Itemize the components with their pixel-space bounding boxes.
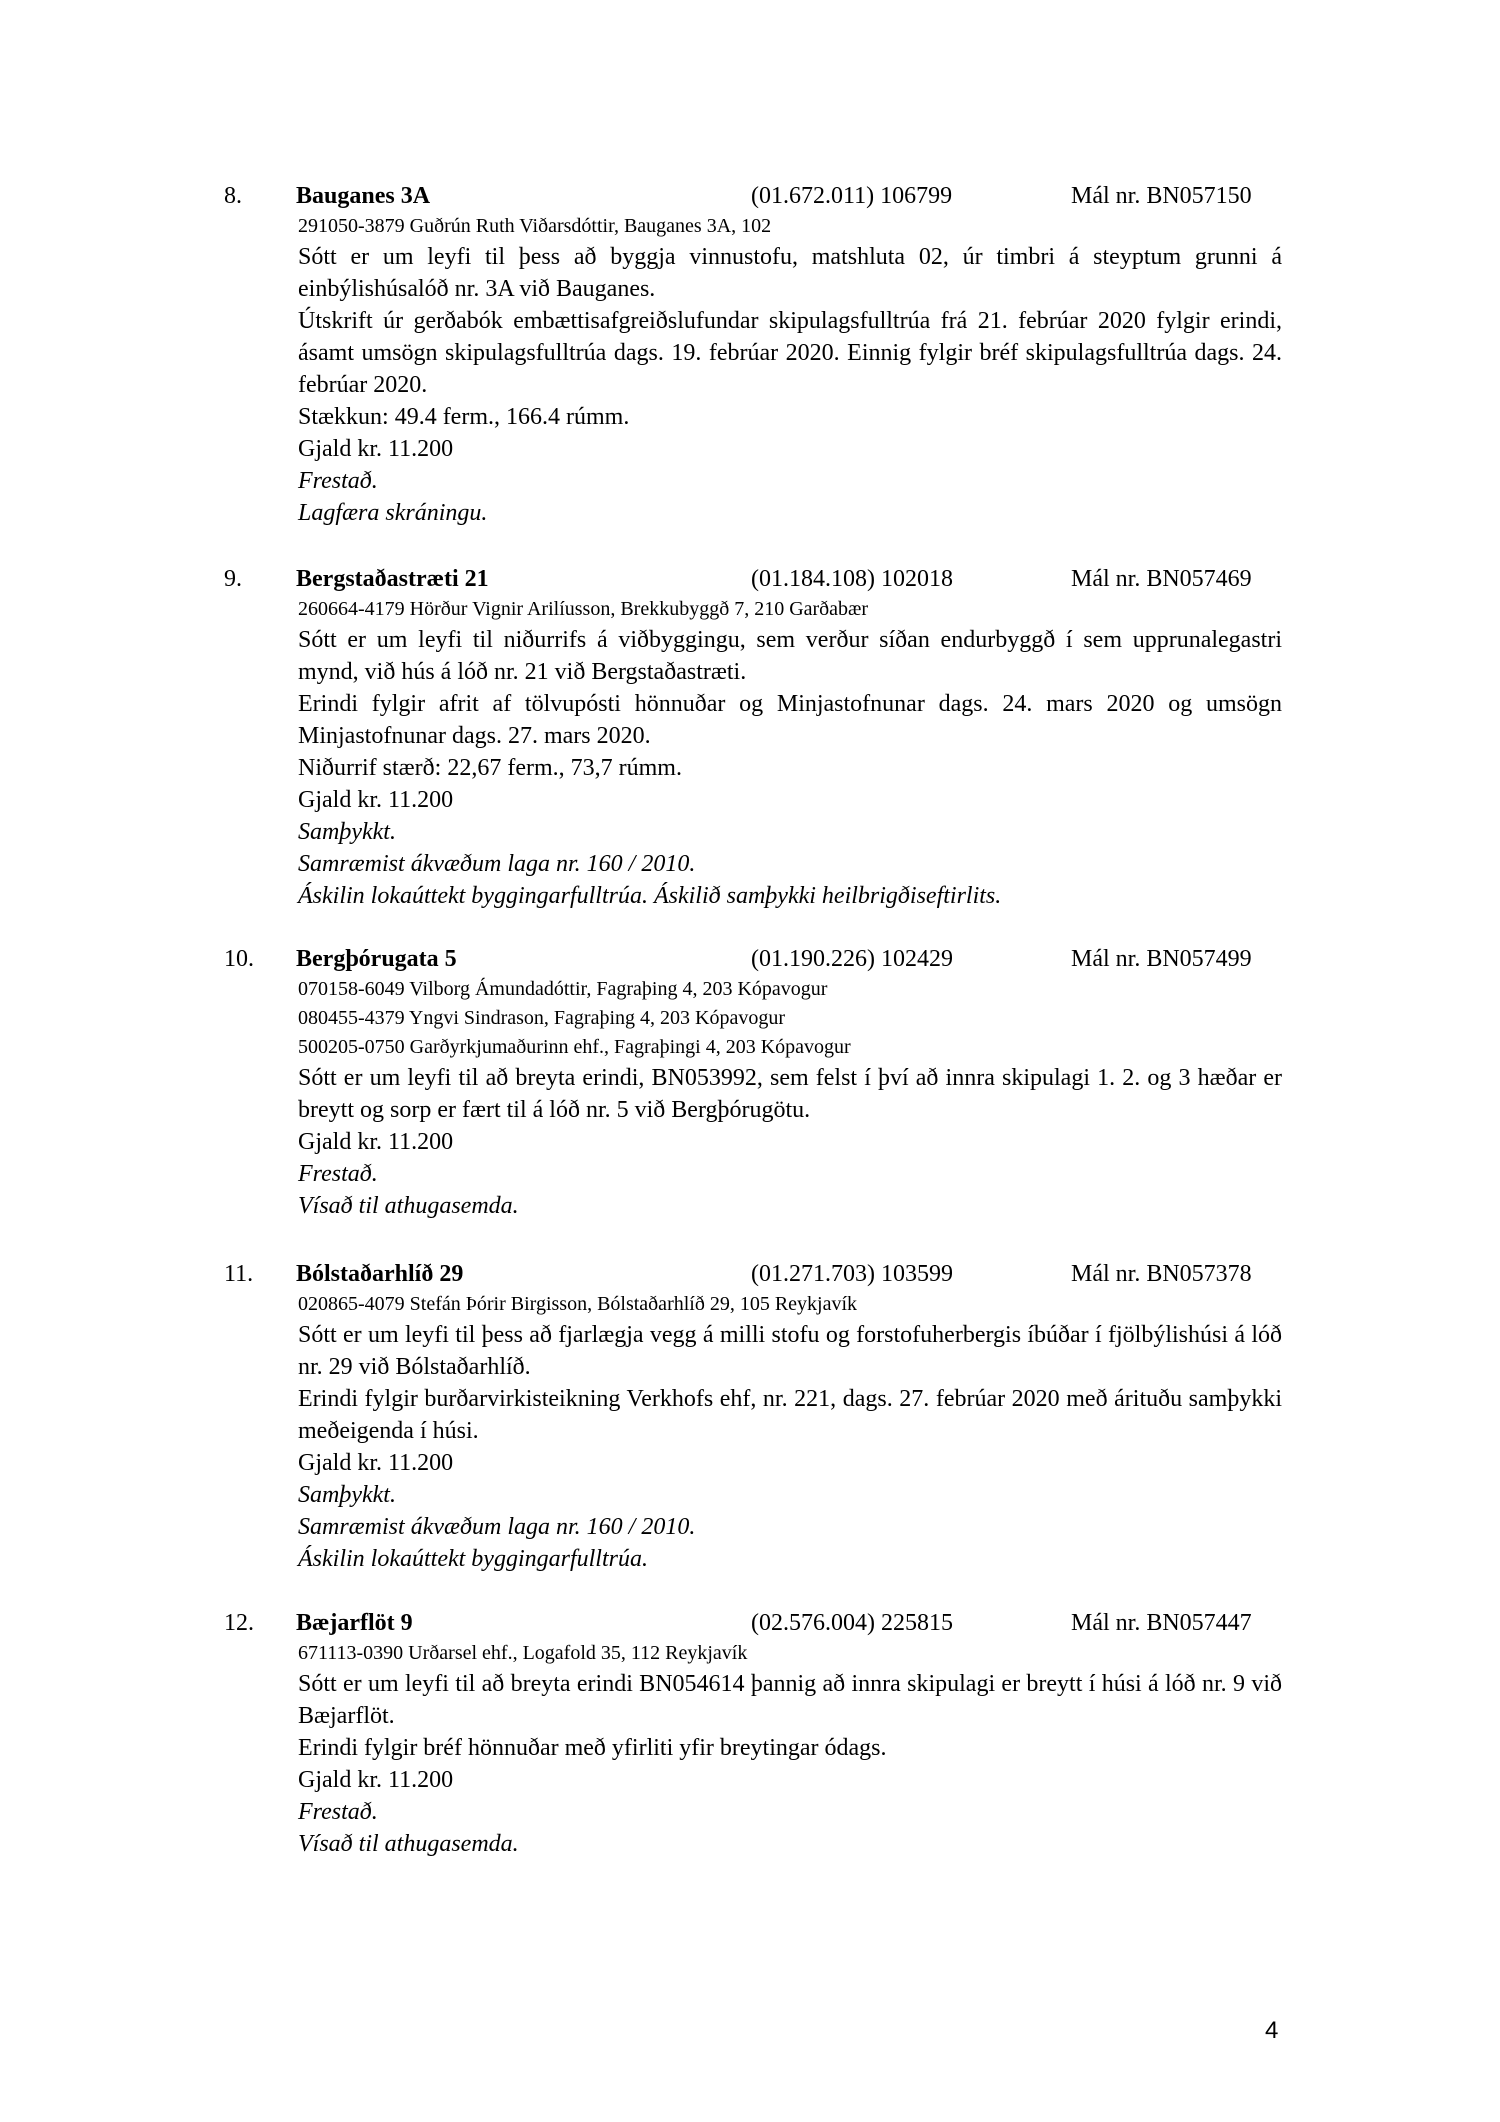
entry-10: [0, 944, 1500, 1222]
entry-description: [298, 241, 1282, 401]
applicant-line: 080455-4379 Yngvi Sindrason, Fagraþing 4, 203 Kópavogur: [298, 1007, 785, 1029]
applicant-line: 671113-0390 Urðarsel ehf., Logafold 35, 112 Reykjavík: [298, 1642, 748, 1664]
entry-header: [0, 1259, 1500, 1290]
applicant-line: 260664-4179 Hörður Vignir Arilíusson, Brekkubyggð 7, 210 Garðabær: [298, 598, 869, 620]
decision-line: Frestað.: [298, 1161, 378, 1187]
description-paragraph: Útskrift úr gerðabók embættisafgreiðslufundar skipulagsfulltrúa frá 21. febrúar 2020 fylgir erindi, ásamt umsögn skipulagsfulltrúa dags. 19. febrúar 2020. Einnig fylgir bréf skipulagsfulltrúa dags. 24. febrúar 2020.: [298, 308, 1282, 398]
applicant-line: 500205-0750 Garðyrkjumaðurinn ehf., Fagraþingi 4, 203 Kópavogur: [298, 1036, 851, 1058]
entry-address: Bæjarflöt 9: [296, 1610, 413, 1636]
decision-line: Vísað til athugasemda.: [298, 1831, 519, 1857]
decision-line: Samræmist ákvæðum laga nr. 160 / 2010.: [298, 851, 696, 877]
entry-lot-id: (02.576.004) 225815: [751, 1610, 953, 1636]
applicant-line: 070158-6049 Vilborg Ámundadóttir, Fagraþing 4, 203 Kópavogur: [298, 978, 828, 1000]
fee-line: Gjald kr. 11.200: [298, 1129, 454, 1155]
decision-line: Samþykkt.: [298, 1482, 396, 1508]
entry-number: 9.: [224, 566, 242, 592]
entry-lot-id: (01.190.226) 102429: [751, 946, 953, 972]
entry-address: Bergstaðastræti 21: [296, 566, 489, 592]
entry-12: [0, 1608, 1500, 1860]
decision-line: Áskilin lokaúttekt byggingarfulltrúa.: [298, 1546, 648, 1572]
fee-line: Gjald kr. 11.200: [298, 787, 454, 813]
decision-line: Áskilin lokaúttekt byggingarfulltrúa. Áskilið samþykki heilbrigðiseftirlits.: [298, 883, 1002, 909]
entry-header: [0, 944, 1500, 975]
entry-number: 11.: [224, 1261, 254, 1287]
description-paragraph: Sótt er um leyfi til að breyta erindi BN054614 þannig að innra skipulagi er breytt í húsi á lóð nr. 9 við Bæjarflöt.: [298, 1671, 1282, 1729]
entry-lot-id: (01.184.108) 102018: [751, 566, 953, 592]
page-number: 4: [1265, 2017, 1279, 2044]
entry-9: [0, 564, 1500, 912]
entry-header: [0, 181, 1500, 212]
decision-line: Samræmist ákvæðum laga nr. 160 / 2010.: [298, 1514, 696, 1540]
applicant-line: 291050-3879 Guðrún Ruth Viðarsdóttir, Bauganes 3A, 102: [298, 215, 772, 237]
description-paragraph: Erindi fylgir bréf hönnuðar með yfirliti yfir breytingar ódags.: [298, 1735, 887, 1761]
entry-number: 10.: [224, 946, 254, 972]
description-paragraph: Erindi fylgir afrit af tölvupósti hönnuðar og Minjastofnunar dags. 24. mars 2020 og umsögn Minjastofnunar dags. 27. mars 2020.: [298, 691, 1282, 749]
description-paragraph: Sótt er um leyfi til þess að fjarlægja vegg á milli stofu og forstofuherbergis íbúðar í fjölbýlishúsi á lóð nr. 29 við Bólstaðarhlíð.: [298, 1322, 1282, 1380]
entry-case-number: Mál nr. BN057469: [1071, 566, 1252, 592]
entry-lot-id: (01.271.703) 103599: [751, 1261, 953, 1287]
entry-case-number: Mál nr. BN057378: [1071, 1261, 1252, 1287]
fee-line: Gjald kr. 11.200: [298, 1767, 454, 1793]
entry-case-number: Mál nr. BN057447: [1071, 1610, 1252, 1636]
entry-address: Bergþórugata 5: [296, 946, 457, 972]
entry-address: Bólstaðarhlíð 29: [296, 1261, 464, 1287]
description-paragraph: Erindi fylgir burðarvirkisteikning Verkhofs ehf, nr. 221, dags. 27. febrúar 2020 með árituðu samþykki meðeigenda í húsi.: [298, 1386, 1282, 1444]
fee-line: Gjald kr. 11.200: [298, 436, 454, 462]
applicant-line: 020865-4079 Stefán Þórir Birgisson, Bólstaðarhlíð 29, 105 Reykjavík: [298, 1293, 858, 1315]
entry-number: 12.: [224, 1610, 254, 1636]
entry-case-number: Mál nr. BN057150: [1071, 183, 1252, 209]
description-paragraph: Sótt er um leyfi til þess að byggja vinnustofu, matshluta 02, úr timbri á steyptum grunni á einbýlishúsalóð nr. 3A við Bauganes.: [298, 244, 1282, 302]
entry-header: [0, 1608, 1500, 1639]
size-line: Stækkun: 49.4 ferm., 166.4 rúmm.: [298, 404, 630, 430]
entry-header: [0, 564, 1500, 595]
decision-line: Frestað.: [298, 1799, 378, 1825]
decision-line: Lagfæra skráningu.: [298, 500, 488, 526]
entry-lot-id: (01.672.011) 106799: [751, 183, 953, 209]
fee-line: Gjald kr. 11.200: [298, 1450, 454, 1476]
entry-description: [298, 624, 1282, 752]
decision-line: Frestað.: [298, 468, 378, 494]
description-paragraph: Sótt er um leyfi til niðurrifs á viðbyggingu, sem verður síðan endurbyggð í sem upprunalegastri mynd, við hús á lóð nr. 21 við Bergstaðastræti.: [298, 627, 1282, 685]
entry-description: [298, 1668, 1282, 1764]
entry-description: [298, 1319, 1282, 1447]
description-paragraph: Sótt er um leyfi til að breyta erindi, BN053992, sem felst í því að innra skipulagi 1. 2. og 3 hæðar er breytt og sorp er fært til á lóð nr. 5 við Bergþórugötu.: [298, 1065, 1282, 1123]
decision-line: Samþykkt.: [298, 819, 396, 845]
entry-8: [0, 181, 1500, 529]
entry-11: [0, 1259, 1500, 1575]
entry-description: [298, 1062, 1282, 1126]
entry-case-number: Mál nr. BN057499: [1071, 946, 1252, 972]
entry-number: 8.: [224, 183, 242, 209]
entry-address: Bauganes 3A: [296, 183, 431, 209]
size-line: Niðurrif stærð: 22,67 ferm., 73,7 rúmm.: [298, 755, 682, 781]
decision-line: Vísað til athugasemda.: [298, 1193, 519, 1219]
